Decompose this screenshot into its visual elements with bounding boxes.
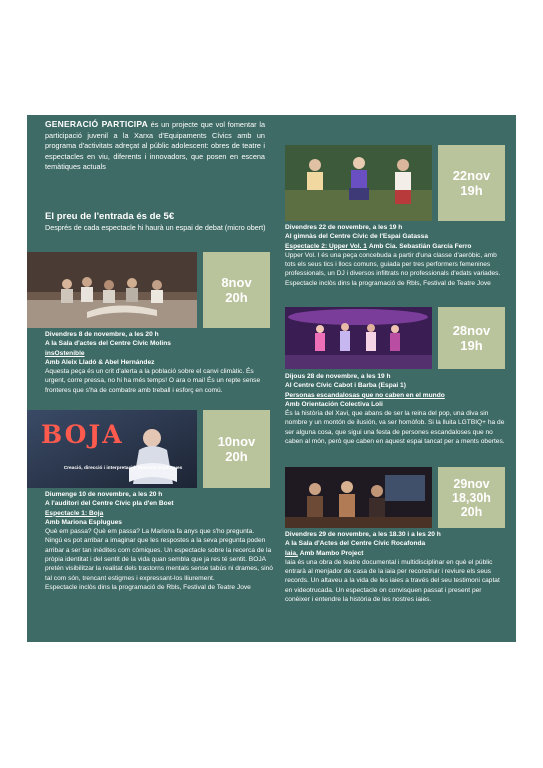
date-badge-28nov — [438, 307, 505, 369]
event-info-upper — [285, 223, 507, 288]
intro-lead: GENERACIÓ PARTICIPA — [45, 119, 148, 129]
date-badge-29nov — [438, 467, 505, 528]
event-title: Espectacle 1: Boja — [45, 509, 104, 517]
event-title: Espectacle 2: Upper Vol. 1 — [285, 242, 367, 250]
badge-time-1: 18,30h — [452, 490, 491, 505]
event-company: Amb Cia. Sebastián García Ferro — [368, 242, 472, 250]
event-title: Personas escandalosas que no caben en el mundo — [285, 391, 445, 399]
program-panel — [27, 115, 516, 642]
price-title: El preu de l'entrada és de 5€ — [45, 211, 175, 222]
event-date: Divendres 22 de novembre, a les 19 h — [285, 224, 403, 231]
event-place: A la Sala d'Actes del Centre Cívic Rocafonda — [285, 540, 426, 548]
badge-day: 28nov — [452, 323, 491, 338]
intro-text: és un projecte que vol fomentar la participació juvenil a la Xarxa d'Equipaments Cívics amb un programa d'activitats adreçat al públic adolescent: obres de teatre i espectacles en viu, diferents i innovadors, que posen en escena temàtiques actuals — [45, 120, 265, 172]
badge-day: 22nov — [452, 168, 491, 183]
event-info-boja — [45, 490, 273, 592]
intro-paragraph — [45, 119, 265, 173]
event-place: Al Centre Cívic Cabot i Barba (Espai 1) — [285, 382, 406, 390]
event-description: Què em passa? Què em passa? La Mariona fa anys que s'ho pregunta. Ningú es pot arribar a imaginar que les respostes a la seva pregunta poden arribar a ser tan inèdites com còmiques. Un espectacle sobre la recerca de la pròpia identitat i del sentit de la vida quan sembla que ja res té sentit. BOJA pretén visibilitzar la realitat dels trastorns mentals sense tabús ni drames, sinó tal com són, trencant estigmes i expressant-los lliurement. — [45, 528, 273, 582]
event-company: Amb Mambo Project — [299, 549, 364, 557]
event-date: Diumenge 10 de novembre, a les 20 h — [45, 491, 163, 498]
badge-time: 19h — [460, 338, 483, 353]
event-poster-boja — [27, 410, 197, 488]
badge-day: 10nov — [217, 434, 256, 449]
price-note: Després de cada espectacle hi haurà un espai de debat (micro obert) — [45, 223, 266, 232]
event-footer: Espectacle inclòs dins la programació de Rbls, Festival de Teatre Jove — [45, 583, 251, 591]
poster-credit: Creació, direcció i interpretació: Mariona Esplugues — [63, 466, 183, 471]
event-date: Dijous 28 de novembre, a les 19 h — [285, 373, 391, 380]
event-company: Amb Aleix Lladó & Abel Hernández — [45, 358, 155, 366]
event-date: Divendres 8 de novembre, a les 20 h — [45, 331, 159, 338]
event-place: Al gimnàs del Centre Cívic de l'Espai Gatassa — [285, 233, 429, 241]
event-info-iaia — [285, 530, 507, 604]
event-place: A la Sala d'actes del Centre Cívic Molins — [45, 340, 171, 348]
event-photo-insostenible — [27, 252, 197, 328]
badge-day: 29nov — [453, 476, 490, 491]
event-description: Iaia és una obra de teatre documental i multidisciplinar en què el públic entrarà al menjador de casa de la iaia per reconstruir i reviure els seus records. Un altaveu a la vida de les iaies a través del seu testimoni captat en videotrucada. Un espectacle on convisquen passat i present per conèixer i entendre la història de les nostres iaies. — [285, 558, 500, 604]
poster-title: BOJA — [41, 420, 124, 449]
event-company: Amb Orientación Colectiva Loli — [285, 400, 383, 408]
event-description: És la història del Xavi, que abans de ser la reina del pop, una diva sin nombre y un montón de ilusión, va ser homòfob. Si la lluita LGTBIQ+ ha de ser alguna cosa, que sigui una festa de persones escandaloses que no caben al món, però que caben en aquest espai tancat per a ments obertes. — [285, 410, 505, 446]
event-description: Aquesta peça és un crit d'alerta a la població sobre el canvi climàtic. És urgent, corre pressa, no hi ha més temps! O ara o mai! És un repte sense fronteres que s'ha de combatre amb treball i esforç en comú. — [45, 368, 261, 394]
badge-day: 8nov — [221, 275, 252, 290]
badge-time-2: 20h — [460, 504, 483, 519]
event-photo-iaia — [285, 467, 432, 528]
event-place: A l'auditori del Centre Cívic pla d'en Boet — [45, 500, 174, 508]
event-date: Divendres 29 de novembre, a les 18.30 i a les 20 h — [285, 531, 441, 538]
event-photo-personas — [285, 307, 432, 369]
badge-time: 20h — [225, 290, 248, 305]
date-badge-22nov — [438, 145, 505, 221]
date-badge-8nov — [203, 252, 270, 328]
event-info-insostenible — [45, 330, 273, 395]
badge-time: 19h — [460, 183, 483, 198]
event-title: Iaia, — [285, 549, 298, 557]
date-badge-10nov — [203, 410, 270, 488]
badge-time: 20h — [225, 449, 248, 464]
event-description: Upper Vol. I és una peça concebuda a partir d'una classe d'aeròbic, amb tots els seus tics i llocs comuns, guiada per tres performers femenines professionals, un DJ i diversos infiltrats no professionals d'edats variades. Espectacle inclòs dins la programació de Rbls, Festival de Teatre Jove — [285, 251, 501, 287]
event-title: insOstenible — [45, 349, 85, 357]
event-info-personas — [285, 372, 507, 446]
event-photo-upper — [285, 145, 432, 221]
event-company: Amb Mariona Esplugues — [45, 518, 122, 526]
